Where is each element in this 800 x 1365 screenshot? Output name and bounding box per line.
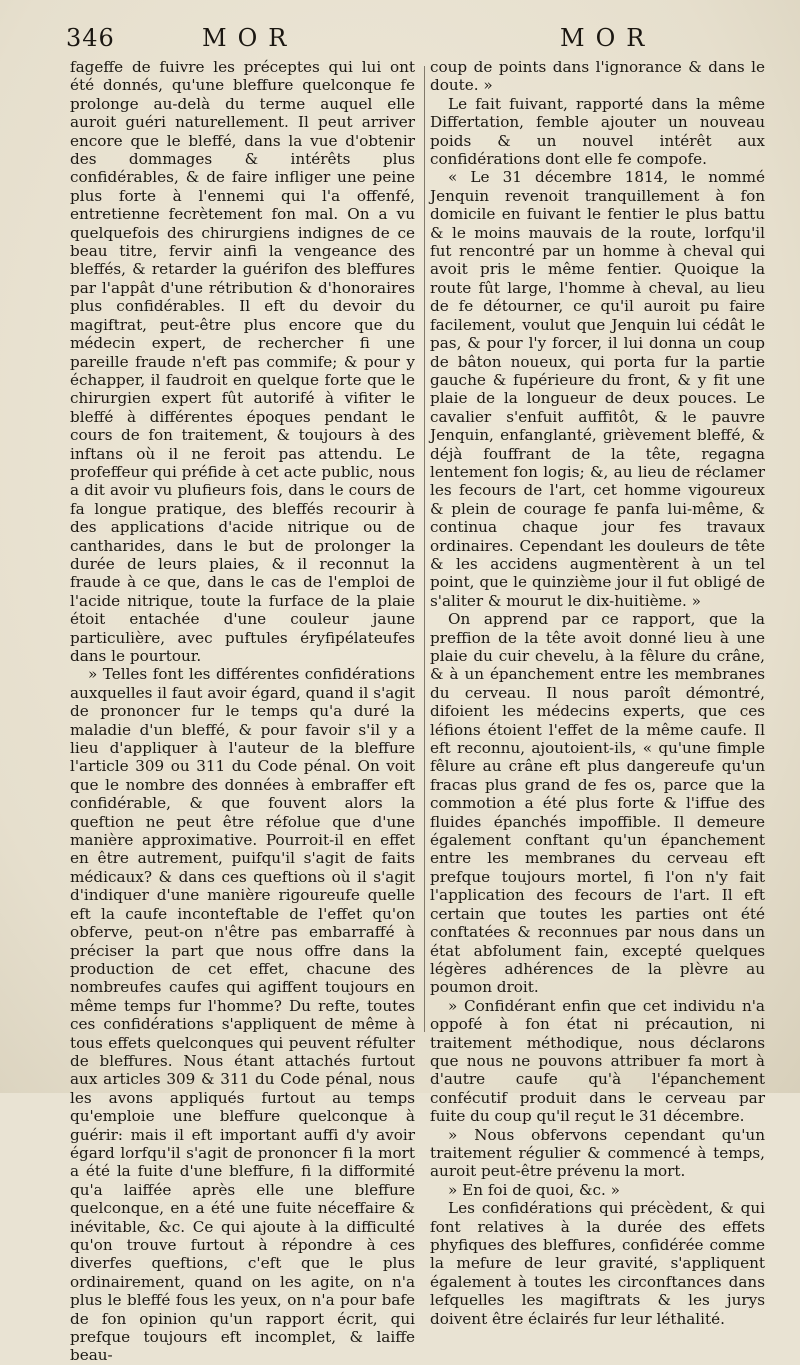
paragraph: fageffe de fuivre les préceptes qui lui ont été donnés, qu'une bleffure quelconque fe prolonge au-delà du terme auquel elle auroit guéri naturellement. Il peut arriver encore que le bleffé, dans la vue d'obtenir des dommages & intérêts plus confidérables, & de faire infliger une peine plus forte à l'ennemi qui l'a offenfé, entretienne fecrètement fon mal. On a vu quelquefois des chirurgiens indignes de ce beau titre, fervir ainfi la vengeance des bleffés, & retarder la guérifon des bleffures par l'appât d'une rétribution & d'honoraires plus confidérables. Il eft du devoir du magiftrat, peut-être plus encore que du médecin expert, de rechercher fi une pareille fraude n'eft pas commife; & pour y échapper, il faudroit en quelque forte que le chirurgien expert fût autorifé à vifiter le bleffé à différentes époques pendant le cours de fon traitement, & toujours à des inftans où il ne feroit pas attendu. Le profeffeur qui préfide à cet acte public, nous a dit avoir vu plufieurs fois, dans le cours de fa longue pratique, des bleffés recourir à des applications d'acide nitrique ou de cantharides, dans le but de prolonger la durée de leurs plaies, & il reconnut la fraude à ce que, dans le cas de l'emploi de l'acide nitrique, toute la furface de la plaie étoit entachée d'une couleur jaune particulière, avec puftules éryfipélateufes dans le pourtour. [70,58,415,665]
right-column [430,58,765,1328]
paragraph: « Le 31 décembre 1814, le nommé Jenquin revenoit tranquillement à fon domicile en fuivant le fentier le plus battu & le moins mauvais de la route, lorfqu'il fut rencontré par un homme à cheval qui avoit pris le même fentier. Quoique la route fût large, l'homme à cheval, au lieu de fe détourner, ce qu'il auroit pu faire facilement, voulut que Jenquin lui cédât le pas, & pour l'y forcer, il lui donna un coup de bâton noueux, qui porta fur la partie gauche & fupérieure du front, & y fit une plaie de la longueur de deux pouces. Le cavalier s'enfuit auffitôt, & le pauvre Jenquin, enfanglanté, grièvement bleffé, & déjà fouffrant de la tête, regagna lentement fon logis; &, au lieu de réclamer les fecours de l'art, cet homme vigoureux & plein de courage fe panfa lui-même, & continua chaque jour fes travaux ordinaires. Cependant les douleurs de tête & les accidens augmentèrent à un tel point, que le quinzième jour il fut obligé de s'aliter & mourut le dix-huitième. » [430,168,765,610]
left-column [70,58,415,1365]
paragraph: » Telles font les différentes confidérations auxquelles il faut avoir égard, quand il s'agit de prononcer fur le temps qu'a duré la maladie d'un bleffé, & pour favoir s'il y a lieu d'appliquer à l'auteur de la bleffure l'article 309 ou 311 du Code pénal. On voit que le nombre des données à embraffer eft confidérable, & que fouvent alors la queftion ne peut être réfolue que d'une manière approximative. Pourroit-il en effet en être autrement, puifqu'il s'agit de faits médicaux? & dans ces queftions où il s'agit d'indiquer d'une manière rigoureufe quelle eft la caufe inconteftable de l'effet qu'on obferve, peut-on n'être pas embarraffé à préciser la part que nous offre dans la production de cet effet, chacune des nombreufes caufes qui agiffent toujours en même temps fur l'homme? Du refte, toutes ces confidérations s'appliquent de même à tous effets quelconques qui peuvent réfulter de bleffures. Nous étant attachés furtout aux articles 309 & 311 du Code pénal, nous les avons appliqués furtout au temps qu'emploie une bleffure quelconque à guérir: mais il eft important auffi d'y avoir égard lorfqu'il s'agit de prononcer fi la mort a été la fuite d'une bleffure, fi la difformité qu'a laiffée après elle une bleffure quelconque, en a été une fuite néceffaire & inévitable, &c. Ce qui ajoute à la difficulté qu'on trouve furtout à répondre à ces diverfes queftions, c'eft que le plus ordinairement, quand on les agite, on n'a plus le bleffé fous les yeux, on n'a pour bafe de fon opinion qu'un rapport écrit, qui prefque toujours eft incomplet, & laiffe beau- [70,665,415,1365]
paragraph: » Confidérant enfin que cet individu n'a oppofé à fon état ni précaution, ni traitement méthodique, nous déclarons que nous ne pouvons attribuer fa mort à d'autre caufe qu'à l'épanchement confécutif produit dans le cerveau par fuite du coup qu'il reçut le 31 décembre. [430,996,765,1126]
paragraph: Le fait fuivant, rapporté dans la même Differtation, femble ajouter un nouveau poids & un nouvel intérêt aux confidérations dont elle fe compofe. [430,94,765,169]
column-divider [424,66,425,1032]
paragraph: coup de points dans l'ignorance & dans le doute. » [430,58,765,95]
paragraph: » En foi de quoi, &c. » [448,1180,620,1199]
running-head-left: MOR [202,24,298,52]
running-head-right: MOR [560,24,656,52]
paragraph: » Nous obfervons cependant qu'un traitement régulier & commencé à temps, auroit peut-être prévenu la mort. [430,1125,765,1181]
page-number: 346 [66,24,115,52]
paragraph: On apprend par ce rapport, que la preffion de la tête avoit donné lieu à une plaie du cuir chevelu, à la fêlure du crâne, & à un épanchement entre les membranes du cerveau. Il nous paroît démontré, difoient les médecins experts, que ces léfions étoient l'effet de la même caufe. Il eft reconnu, ajoutoient-ils, « qu'une fimple fêlure au crâne eft plus dangereufe qu'un fracas plus grand de fes os, parce que la commotion a été plus forte & l'iffue des fluides épanchés impoffible. Il demeure également conftant qu'un épanchement entre les membranes du cerveau eft prefque toujours mortel, fi l'on n'y fait l'application des fecours de l'art. Il eft certain que toutes les parties ont été conftatées & reconnues par nous dans un état abfolument fain, excepté quelques légères adhérences de la plèvre au poumon droit. [430,610,765,997]
page-header [66,22,774,56]
paragraph: Les confidérations qui précèdent, & qui font relatives à la durée des effets phyfiques des bleffures, confidérée comme la mefure de leur gravité, s'appliquent également à toutes les circonftances dans lefquelles les magiftrats & les jurys doivent être éclairés fur leur léthalité. [430,1199,765,1328]
